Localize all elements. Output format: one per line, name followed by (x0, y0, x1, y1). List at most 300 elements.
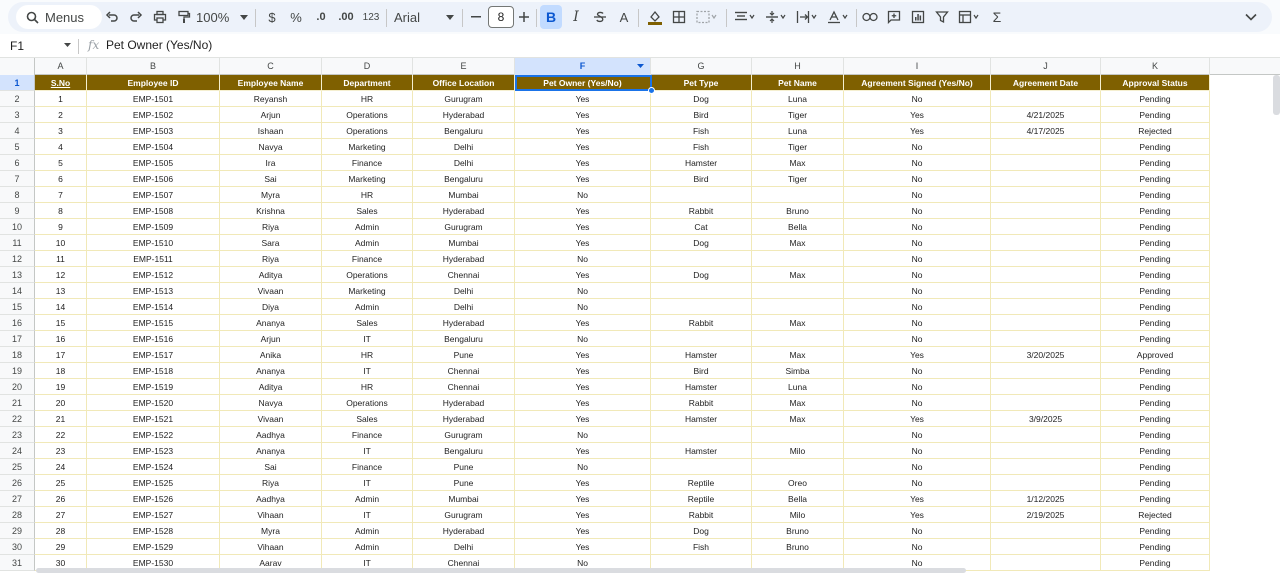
table-cell[interactable]: Oreo (752, 475, 844, 491)
table-cell[interactable]: Operations (322, 123, 413, 139)
table-cell[interactable]: Yes (515, 363, 651, 379)
column-title-cell[interactable]: Approval Status (1101, 75, 1210, 91)
table-cell[interactable]: EMP-1523 (87, 443, 220, 459)
table-cell[interactable]: Pending (1101, 523, 1210, 539)
table-cell[interactable]: EMP-1503 (87, 123, 220, 139)
table-cell[interactable]: No (844, 155, 991, 171)
decrease-decimal-button[interactable] (310, 5, 332, 29)
table-cell[interactable]: EMP-1515 (87, 315, 220, 331)
table-cell[interactable]: EMP-1519 (87, 379, 220, 395)
table-cell[interactable]: 19 (35, 379, 87, 395)
row-header[interactable]: 19 (0, 363, 35, 379)
vertical-scrollbar[interactable] (1273, 75, 1280, 115)
table-cell[interactable]: Pending (1101, 331, 1210, 347)
table-cell[interactable]: Pending (1101, 171, 1210, 187)
table-cell[interactable]: Rabbit (651, 507, 752, 523)
row-header[interactable]: 1 (0, 75, 35, 91)
table-cell[interactable]: Pending (1101, 491, 1210, 507)
table-cell[interactable]: 1/12/2025 (991, 491, 1101, 507)
currency-format-button[interactable] (262, 5, 282, 29)
table-cell[interactable]: Ira (220, 155, 322, 171)
table-cell[interactable] (651, 299, 752, 315)
table-cell[interactable]: 2 (35, 107, 87, 123)
table-cell[interactable]: IT (322, 507, 413, 523)
table-cell[interactable]: EMP-1524 (87, 459, 220, 475)
table-cell[interactable]: Vihaan (220, 539, 322, 555)
paint-format-icon[interactable] (172, 5, 196, 29)
table-cell[interactable]: No (515, 427, 651, 443)
row-header[interactable]: 8 (0, 187, 35, 203)
table-cell[interactable]: No (844, 251, 991, 267)
table-cell[interactable]: Rejected (1101, 123, 1210, 139)
table-cell[interactable] (991, 155, 1101, 171)
table-cell[interactable]: EMP-1516 (87, 331, 220, 347)
table-cell[interactable]: No (844, 523, 991, 539)
table-cell[interactable]: Arjun (220, 331, 322, 347)
table-cell[interactable]: Yes (515, 443, 651, 459)
table-cell[interactable]: No (515, 251, 651, 267)
table-cell[interactable]: No (515, 283, 651, 299)
table-cell[interactable]: 12 (35, 267, 87, 283)
table-cell[interactable]: No (844, 459, 991, 475)
table-cell[interactable]: Yes (515, 507, 651, 523)
table-cell[interactable]: Yes (515, 411, 651, 427)
table-cell[interactable]: Pending (1101, 267, 1210, 283)
table-cell[interactable]: Yes (515, 315, 651, 331)
table-cell[interactable]: Bruno (752, 523, 844, 539)
table-cell[interactable] (651, 251, 752, 267)
table-cell[interactable]: Anika (220, 347, 322, 363)
text-rotation-icon[interactable] (823, 5, 853, 29)
table-cell[interactable]: Bengaluru (413, 123, 515, 139)
row-header[interactable]: 23 (0, 427, 35, 443)
table-cell[interactable]: 11 (35, 251, 87, 267)
table-cell[interactable]: Sales (322, 411, 413, 427)
table-cell[interactable]: EMP-1520 (87, 395, 220, 411)
table-cell[interactable]: Sales (322, 203, 413, 219)
table-cell[interactable]: Riya (220, 251, 322, 267)
table-cell[interactable]: Pending (1101, 395, 1210, 411)
table-cell[interactable]: Pending (1101, 107, 1210, 123)
decrease-font-size-icon[interactable] (468, 5, 484, 29)
table-cell[interactable]: Yes (844, 411, 991, 427)
table-cell[interactable]: 18 (35, 363, 87, 379)
table-cell[interactable]: Reptile (651, 475, 752, 491)
merge-cells-icon[interactable] (692, 5, 722, 29)
redo-icon[interactable] (124, 5, 148, 29)
table-cell[interactable]: No (515, 555, 651, 571)
table-cell[interactable]: Max (752, 347, 844, 363)
table-cell[interactable]: Chennai (413, 363, 515, 379)
table-cell[interactable]: 3/20/2025 (991, 347, 1101, 363)
table-cell[interactable]: 3 (35, 123, 87, 139)
table-cell[interactable] (991, 331, 1101, 347)
table-cell[interactable]: Operations (322, 107, 413, 123)
row-header[interactable]: 29 (0, 523, 35, 539)
table-cell[interactable]: Pending (1101, 155, 1210, 171)
table-cell[interactable]: Hyderabad (413, 411, 515, 427)
table-cell[interactable]: Bengaluru (413, 171, 515, 187)
table-cell[interactable] (991, 475, 1101, 491)
table-cell[interactable]: IT (322, 331, 413, 347)
table-cell[interactable]: HR (322, 91, 413, 107)
table-cell[interactable]: Hamster (651, 155, 752, 171)
table-cell[interactable]: Finance (322, 155, 413, 171)
table-cell[interactable]: HR (322, 379, 413, 395)
row-header[interactable]: 7 (0, 171, 35, 187)
table-cell[interactable]: Yes (515, 123, 651, 139)
table-cell[interactable]: Rabbit (651, 203, 752, 219)
insert-link-icon[interactable] (859, 5, 881, 29)
table-cell[interactable]: Pending (1101, 555, 1210, 571)
table-cell[interactable]: EMP-1510 (87, 235, 220, 251)
column-title-cell[interactable]: Employee ID (87, 75, 220, 91)
table-cell[interactable]: Delhi (413, 139, 515, 155)
filter-icon[interactable] (931, 5, 953, 29)
table-cell[interactable]: Hyderabad (413, 203, 515, 219)
table-cell[interactable] (752, 299, 844, 315)
table-cell[interactable]: Yes (515, 155, 651, 171)
table-cell[interactable] (991, 459, 1101, 475)
table-cell[interactable]: Yes (515, 235, 651, 251)
column-header-e[interactable]: E (413, 58, 515, 75)
table-cell[interactable]: Rabbit (651, 315, 752, 331)
table-cell[interactable]: EMP-1511 (87, 251, 220, 267)
table-cell[interactable]: Bella (752, 219, 844, 235)
table-cell[interactable] (991, 443, 1101, 459)
table-cell[interactable]: Chennai (413, 267, 515, 283)
table-cell[interactable]: Yes (515, 395, 651, 411)
table-cell[interactable] (991, 139, 1101, 155)
table-cell[interactable]: No (844, 555, 991, 571)
table-cell[interactable]: 7 (35, 187, 87, 203)
table-cell[interactable]: Hyderabad (413, 251, 515, 267)
table-cell[interactable]: 6 (35, 171, 87, 187)
table-cell[interactable] (991, 379, 1101, 395)
table-cell[interactable]: Max (752, 267, 844, 283)
table-cell[interactable]: Yes (844, 507, 991, 523)
undo-icon[interactable] (100, 5, 124, 29)
row-header[interactable]: 13 (0, 267, 35, 283)
table-cell[interactable] (991, 235, 1101, 251)
table-cell[interactable] (991, 251, 1101, 267)
table-cell[interactable]: Pending (1101, 251, 1210, 267)
table-cell[interactable]: Yes (515, 107, 651, 123)
row-header[interactable]: 24 (0, 443, 35, 459)
table-cell[interactable]: No (515, 459, 651, 475)
row-header[interactable]: 22 (0, 411, 35, 427)
table-cell[interactable]: Pending (1101, 539, 1210, 555)
table-cell[interactable]: Fish (651, 139, 752, 155)
column-header-f[interactable]: F (515, 58, 651, 75)
table-cell[interactable]: Pending (1101, 219, 1210, 235)
table-cell[interactable]: 21 (35, 411, 87, 427)
table-cell[interactable]: Pune (413, 347, 515, 363)
table-cell[interactable]: Admin (322, 219, 413, 235)
table-cell[interactable]: Sales (322, 315, 413, 331)
table-cell[interactable]: Yes (515, 267, 651, 283)
table-cell[interactable] (991, 427, 1101, 443)
table-cell[interactable]: Pending (1101, 235, 1210, 251)
table-cell[interactable]: Finance (322, 459, 413, 475)
table-cell[interactable]: HR (322, 347, 413, 363)
table-cell[interactable]: EMP-1508 (87, 203, 220, 219)
column-header-g[interactable]: G (651, 58, 752, 75)
table-cell[interactable]: 16 (35, 331, 87, 347)
table-cell[interactable]: Yes (515, 91, 651, 107)
table-cell[interactable]: Simba (752, 363, 844, 379)
table-cell[interactable]: EMP-1525 (87, 475, 220, 491)
table-cell[interactable]: No (844, 267, 991, 283)
table-cell[interactable]: Sai (220, 459, 322, 475)
table-cell[interactable]: Yes (515, 491, 651, 507)
table-cell[interactable]: EMP-1504 (87, 139, 220, 155)
table-cell[interactable]: Admin (322, 491, 413, 507)
table-cell[interactable]: Aditya (220, 379, 322, 395)
column-header-c[interactable]: C (220, 58, 322, 75)
name-box[interactable]: F1 (10, 39, 25, 53)
table-cell[interactable]: EMP-1509 (87, 219, 220, 235)
table-cell[interactable]: EMP-1507 (87, 187, 220, 203)
table-cell[interactable]: EMP-1521 (87, 411, 220, 427)
table-cell[interactable]: Vivaan (220, 411, 322, 427)
table-cell[interactable]: Tiger (752, 107, 844, 123)
row-header[interactable]: 27 (0, 491, 35, 507)
table-cell[interactable] (651, 331, 752, 347)
table-cell[interactable] (991, 299, 1101, 315)
table-cell[interactable]: Gurugram (413, 219, 515, 235)
table-cell[interactable]: Ananya (220, 315, 322, 331)
table-cell[interactable] (991, 363, 1101, 379)
table-cell[interactable]: Delhi (413, 155, 515, 171)
table-cell[interactable]: Dog (651, 235, 752, 251)
table-cell[interactable] (991, 219, 1101, 235)
table-cell[interactable] (752, 331, 844, 347)
table-cell[interactable]: Yes (515, 539, 651, 555)
table-cell[interactable]: Navya (220, 139, 322, 155)
table-cell[interactable]: EMP-1527 (87, 507, 220, 523)
column-title-cell[interactable]: Agreement Date (991, 75, 1101, 91)
table-cell[interactable]: Gurugram (413, 507, 515, 523)
column-header-k[interactable]: K (1101, 58, 1210, 75)
table-cell[interactable]: No (844, 219, 991, 235)
row-header[interactable]: 2 (0, 91, 35, 107)
table-cell[interactable]: No (844, 235, 991, 251)
table-cell[interactable]: 4/21/2025 (991, 107, 1101, 123)
table-cell[interactable]: Chennai (413, 555, 515, 571)
table-cell[interactable]: No (515, 331, 651, 347)
column-title-cell[interactable]: Pet Name (752, 75, 844, 91)
column-title-cell[interactable]: Department (322, 75, 413, 91)
table-cell[interactable]: Max (752, 155, 844, 171)
table-cell[interactable]: No (844, 139, 991, 155)
table-cell[interactable]: Admin (322, 235, 413, 251)
table-cell[interactable]: 23 (35, 443, 87, 459)
table-cell[interactable]: Chennai (413, 379, 515, 395)
table-cell[interactable]: Hyderabad (413, 523, 515, 539)
table-cell[interactable]: Yes (515, 347, 651, 363)
collapse-menu-chevron-icon[interactable] (1240, 5, 1262, 29)
table-cell[interactable]: Luna (752, 379, 844, 395)
chevron-down-icon[interactable] (238, 5, 250, 29)
table-cell[interactable] (991, 187, 1101, 203)
table-cell[interactable]: Milo (752, 443, 844, 459)
table-cell[interactable]: Riya (220, 475, 322, 491)
column-header-b[interactable]: B (87, 58, 220, 75)
table-cell[interactable]: Delhi (413, 299, 515, 315)
row-header[interactable]: 11 (0, 235, 35, 251)
print-icon[interactable] (148, 5, 172, 29)
table-cell[interactable]: Pending (1101, 427, 1210, 443)
row-header[interactable]: 18 (0, 347, 35, 363)
table-cell[interactable]: Ishaan (220, 123, 322, 139)
table-cell[interactable]: Tiger (752, 171, 844, 187)
table-cell[interactable]: 26 (35, 491, 87, 507)
table-cell[interactable] (991, 171, 1101, 187)
table-cell[interactable]: Admin (322, 523, 413, 539)
table-cell[interactable]: Aarav (220, 555, 322, 571)
table-cell[interactable]: Pending (1101, 283, 1210, 299)
table-cell[interactable]: Pending (1101, 459, 1210, 475)
table-cell[interactable]: Riya (220, 219, 322, 235)
column-title-cell[interactable]: Office Location (413, 75, 515, 91)
table-cell[interactable]: Max (752, 315, 844, 331)
row-header[interactable]: 21 (0, 395, 35, 411)
table-cell[interactable]: Yes (515, 171, 651, 187)
row-header[interactable]: 9 (0, 203, 35, 219)
table-cell[interactable]: Sai (220, 171, 322, 187)
table-cell[interactable]: Pending (1101, 475, 1210, 491)
bold-button[interactable] (540, 5, 562, 29)
table-cell[interactable]: 8 (35, 203, 87, 219)
table-cell[interactable]: EMP-1522 (87, 427, 220, 443)
table-cell[interactable]: 20 (35, 395, 87, 411)
row-header[interactable]: 20 (0, 379, 35, 395)
table-cell[interactable]: 22 (35, 427, 87, 443)
table-cell[interactable]: Milo (752, 507, 844, 523)
row-header[interactable]: 17 (0, 331, 35, 347)
table-cell[interactable]: Pending (1101, 91, 1210, 107)
table-cell[interactable]: Hyderabad (413, 315, 515, 331)
table-cell[interactable]: Dog (651, 91, 752, 107)
table-cell[interactable]: Aditya (220, 267, 322, 283)
table-cell[interactable] (991, 203, 1101, 219)
table-cell[interactable]: Bella (752, 491, 844, 507)
table-cell[interactable]: Myra (220, 523, 322, 539)
table-cell[interactable]: No (844, 363, 991, 379)
table-cell[interactable]: EMP-1501 (87, 91, 220, 107)
table-cell[interactable]: Pending (1101, 139, 1210, 155)
table-cell[interactable]: Admin (322, 539, 413, 555)
table-cell[interactable]: No (515, 299, 651, 315)
table-cell[interactable]: No (844, 395, 991, 411)
table-cell[interactable]: Admin (322, 299, 413, 315)
table-cell[interactable]: 10 (35, 235, 87, 251)
table-cell[interactable]: Pending (1101, 299, 1210, 315)
row-header[interactable]: 16 (0, 315, 35, 331)
table-cell[interactable]: Delhi (413, 539, 515, 555)
column-header-d[interactable]: D (322, 58, 413, 75)
table-cell[interactable]: 24 (35, 459, 87, 475)
row-header[interactable]: 14 (0, 283, 35, 299)
table-cell[interactable]: IT (322, 363, 413, 379)
row-header[interactable]: 26 (0, 475, 35, 491)
table-cell[interactable]: Sara (220, 235, 322, 251)
table-cell[interactable]: Mumbai (413, 187, 515, 203)
table-cell[interactable] (991, 523, 1101, 539)
table-cell[interactable]: Mumbai (413, 491, 515, 507)
menus-search-button[interactable] (16, 5, 102, 29)
row-header[interactable]: 25 (0, 459, 35, 475)
row-header[interactable]: 6 (0, 155, 35, 171)
table-cell[interactable]: No (844, 427, 991, 443)
table-cell[interactable]: Marketing (322, 139, 413, 155)
table-cell[interactable]: Luna (752, 91, 844, 107)
column-title-cell[interactable]: Pet Type (651, 75, 752, 91)
table-cell[interactable]: Aadhya (220, 427, 322, 443)
table-cell[interactable]: Rabbit (651, 395, 752, 411)
table-cell[interactable]: Bird (651, 363, 752, 379)
table-cell[interactable] (752, 187, 844, 203)
table-cell[interactable]: Reyansh (220, 91, 322, 107)
increase-font-size-icon[interactable] (516, 5, 532, 29)
row-header[interactable]: 3 (0, 107, 35, 123)
name-box-chevron-icon[interactable] (64, 43, 71, 47)
column-header-h[interactable]: H (752, 58, 844, 75)
table-cell[interactable]: Vihaan (220, 507, 322, 523)
table-cell[interactable]: 28 (35, 523, 87, 539)
table-cell[interactable] (991, 283, 1101, 299)
table-cell[interactable]: Diya (220, 299, 322, 315)
table-cell[interactable]: Mumbai (413, 235, 515, 251)
table-cell[interactable]: Yes (844, 347, 991, 363)
table-cell[interactable]: 30 (35, 555, 87, 571)
table-cell[interactable]: EMP-1517 (87, 347, 220, 363)
table-cell[interactable]: IT (322, 475, 413, 491)
table-cell[interactable]: No (844, 475, 991, 491)
number-format-button[interactable] (360, 5, 382, 29)
row-header[interactable]: 5 (0, 139, 35, 155)
table-cell[interactable]: EMP-1505 (87, 155, 220, 171)
table-cell[interactable]: Dog (651, 523, 752, 539)
table-cell[interactable]: Yes (515, 203, 651, 219)
table-cell[interactable]: Hyderabad (413, 395, 515, 411)
table-cell[interactable]: Ananya (220, 443, 322, 459)
table-cell[interactable]: EMP-1518 (87, 363, 220, 379)
column-title-cell[interactable]: S.No (35, 75, 87, 91)
table-cell[interactable]: Marketing (322, 283, 413, 299)
row-header[interactable]: 12 (0, 251, 35, 267)
table-cell[interactable]: No (844, 203, 991, 219)
table-cell[interactable]: 15 (35, 315, 87, 331)
table-cell[interactable]: Finance (322, 251, 413, 267)
table-cell[interactable] (991, 539, 1101, 555)
column-header-j[interactable]: J (991, 58, 1101, 75)
formula-input[interactable]: Pet Owner (Yes/No) (106, 38, 213, 52)
table-cell[interactable]: No (844, 299, 991, 315)
table-cell[interactable]: Yes (515, 379, 651, 395)
table-cell[interactable]: Max (752, 395, 844, 411)
table-cell[interactable]: 27 (35, 507, 87, 523)
table-cell[interactable]: Hyderabad (413, 107, 515, 123)
table-cell[interactable]: Yes (515, 139, 651, 155)
table-cell[interactable]: EMP-1512 (87, 267, 220, 283)
row-header[interactable]: 31 (0, 555, 35, 571)
table-cell[interactable]: Yes (515, 523, 651, 539)
percent-format-button[interactable] (286, 5, 306, 29)
table-cell[interactable]: Pending (1101, 203, 1210, 219)
table-cell[interactable]: 4/17/2025 (991, 123, 1101, 139)
